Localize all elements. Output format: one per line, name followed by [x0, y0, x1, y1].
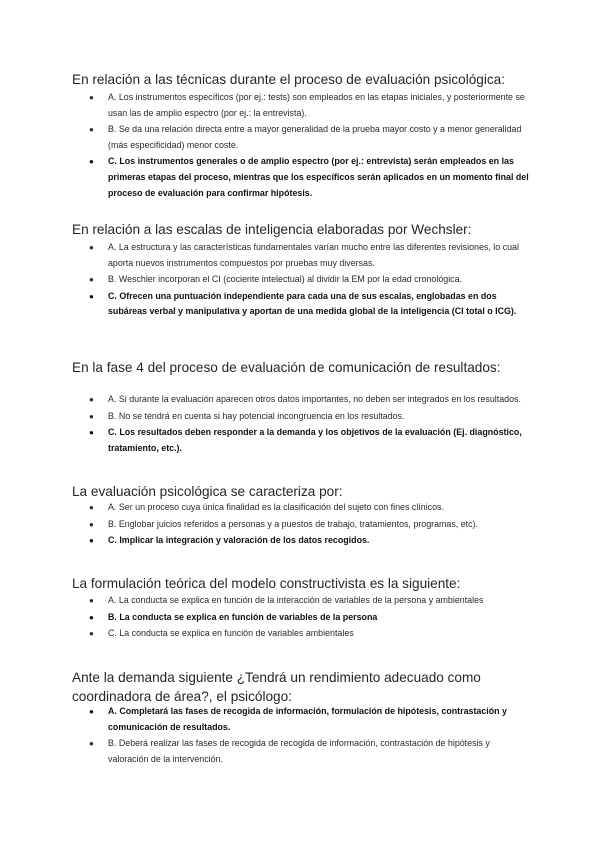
- option-text: B. Englobar juicios referidos a personas y a puestos de trabajo, tratamientos, programas, etc).: [108, 518, 478, 529]
- bullet-icon: ●: [89, 157, 94, 167]
- bullet-icon: ●: [89, 428, 94, 438]
- option-item-correct: [72, 289, 532, 320]
- option-item: [72, 90, 532, 121]
- option-item: [72, 593, 532, 609]
- bullet-icon: ●: [89, 596, 94, 605]
- option-item: [72, 736, 532, 767]
- bullet-icon: ●: [89, 707, 94, 716]
- bullet-icon: ●: [89, 395, 94, 404]
- bullet-icon: ●: [89, 291, 94, 301]
- option-item: [72, 122, 532, 153]
- option-item-correct: [72, 425, 532, 456]
- bullet-icon: ●: [89, 519, 94, 529]
- options-list: [72, 240, 532, 320]
- option-item: [72, 517, 532, 533]
- bullet-icon: ●: [89, 612, 94, 622]
- question-heading: Ante la demanda siguiente ¿Tendrá un rendimiento adecuado como coordinadora de área?, el psicólogo:: [72, 670, 481, 704]
- option-text: C. Los instrumentos generales o de amplio espectro (por ej.: entrevista) serán empleados en las primeras etapas del proceso, mientras que los específicos serán aplicados en un momento final del proceso de evaluación para confirmar hipótesis.: [108, 156, 529, 198]
- bullet-icon: ●: [89, 125, 94, 135]
- question-heading: En la fase 4 del proceso de evaluación de comunicación de resultados:: [72, 360, 501, 375]
- question-heading: La evaluación psicológica se caracteriza por:: [72, 484, 343, 499]
- option-text: C. La conducta se explica en función de variables ambientales: [108, 628, 354, 639]
- bullet-icon: ●: [89, 411, 94, 421]
- option-item-correct: [72, 704, 532, 735]
- option-item: [72, 409, 532, 425]
- question-heading: La formulación teórica del modelo constructivista es la siguiente:: [72, 576, 461, 591]
- options-list: [72, 392, 532, 456]
- options-list: [72, 90, 532, 201]
- option-text: C. Ofrecen una puntuación independiente para cada una de sus escalas, englobadas en dos subáreas verbal y manipulativa y aportan de una medida global de la inteligencia (CI total o ICG).: [108, 290, 517, 317]
- option-item-correct: [72, 610, 532, 626]
- option-item-correct: [72, 154, 532, 201]
- bullet-icon: ●: [89, 275, 94, 285]
- option-text: B. No se tendrá en cuenta si hay potencial incongruencia en los resultados.: [108, 410, 405, 421]
- options-list: [72, 500, 532, 549]
- option-text: A. Si durante la evaluación aparecen otros datos importantes, no deben ser integrados en los resultados.: [108, 394, 521, 404]
- option-item: [72, 240, 532, 271]
- option-text: A. Los instrumentos específicos (por ej.: tests) son empleados en las etapas iniciales, y posteriormente se usan las de amplio espectro (por ej.: la entrevista).: [108, 92, 525, 118]
- option-item: [72, 272, 532, 288]
- option-text: B. La conducta se explica en función de variables de la persona: [108, 611, 378, 622]
- bullet-icon: ●: [89, 243, 94, 252]
- option-text: C. Los resultados deben responder a la demanda y los objetivos de la evaluación (Ej. diagnóstico, tratamiento, etc.).: [108, 427, 522, 453]
- bullet-icon: ●: [89, 739, 94, 749]
- option-item: [72, 500, 532, 516]
- bullet-icon: ●: [89, 629, 94, 639]
- question-heading: En relación a las técnicas durante el proceso de evaluación psicológica:: [72, 72, 505, 87]
- bullet-icon: ●: [89, 536, 94, 546]
- option-text: B. Se da una relación directa entre a mayor generalidad de la prueba mayor costo y a menor generalidad (más especificidad) menor coste.: [108, 124, 522, 150]
- option-text: B. Deberá realizar las fases de recogida de recogida de información, contrastación de hipótesis y valoración de la intervención.: [108, 738, 490, 764]
- options-list: [72, 593, 532, 642]
- bullet-icon: ●: [89, 93, 94, 102]
- option-text: B. Weschler incorporan el CI (cociente intelectual) al dividir la EM por la edad cronológica.: [108, 274, 463, 285]
- question-heading: En relación a las escalas de inteligencia elaboradas por Wechsler:: [72, 222, 472, 237]
- option-item: [72, 626, 532, 642]
- option-text: A. La estructura y las características fundamentales varían mucho entre las diferentes revisiones, lo cual aporta nuevos instrumentos compuestos por pruebas muy diversas.: [108, 242, 519, 268]
- option-text: A. Ser un proceso cuya única finalidad es la clasificación del sujeto con fines clínicos.: [108, 502, 444, 512]
- options-list: [72, 704, 532, 767]
- option-text: A. La conducta se explica en función de la interacción de variables de la persona y ambientales: [108, 595, 484, 605]
- bullet-icon: ●: [89, 503, 94, 512]
- option-item: [72, 392, 532, 408]
- option-item-correct: [72, 533, 532, 549]
- option-text: C. Implicar la integración y valoración de los datos recogidos.: [108, 535, 370, 546]
- option-text: A. Completará las fases de recogida de información, formulación de hipótesis, contrastación y comunicación de resultados.: [108, 706, 507, 732]
